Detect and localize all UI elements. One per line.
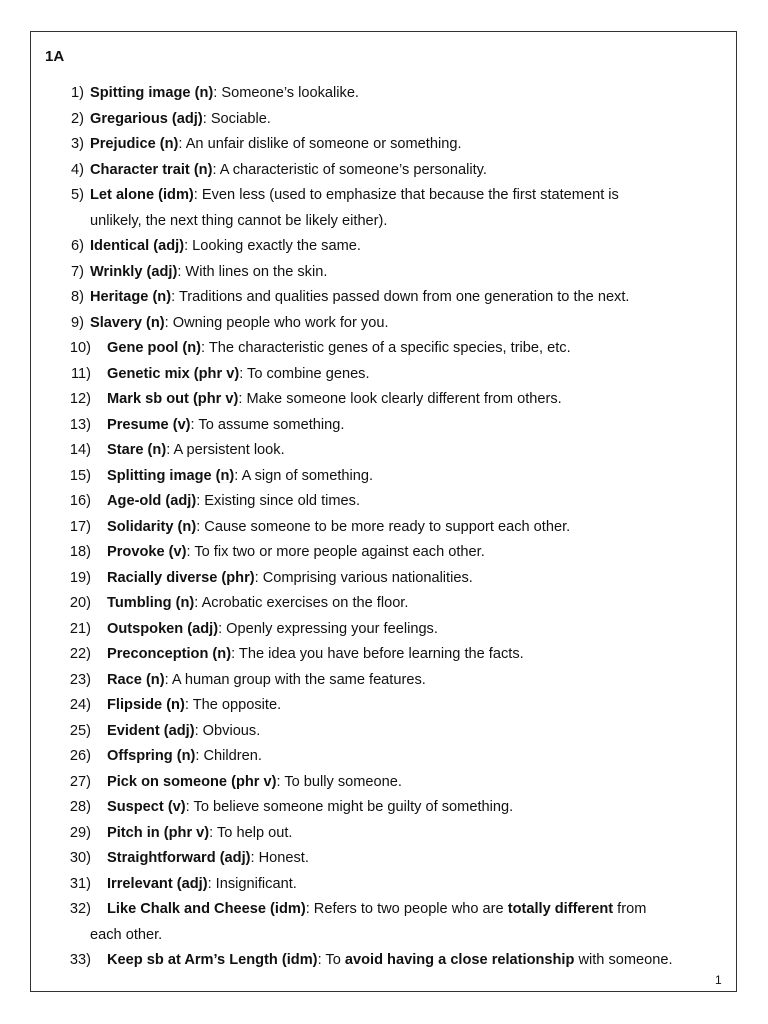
definition: : Owning people who work for you.: [164, 314, 389, 331]
term: Pick on someone (phr v): [107, 773, 277, 790]
item-number: 16): [69, 493, 91, 509]
list-item: [0, 897, 768, 948]
term: Like Chalk and Cheese (idm): [107, 901, 306, 917]
definition: : Looking exactly the same.: [184, 238, 361, 254]
definition-continuation: unlikely, the next thing cannot be likely either).: [90, 212, 388, 229]
term: Evident (adj): [107, 722, 195, 739]
definition: : Cause someone to be more ready to support each other.: [196, 518, 571, 535]
list-item: [0, 795, 768, 821]
term: Splitting image (n): [107, 467, 235, 484]
item-number: 23): [69, 671, 91, 688]
definition: : Someone’s lookalike.: [213, 85, 359, 101]
list-item: [0, 107, 768, 133]
item-number: 14): [69, 442, 91, 458]
list-item: [0, 183, 768, 234]
definition: : With lines on the skin.: [177, 263, 328, 280]
item-number: 28): [69, 799, 91, 815]
list-item: [0, 234, 768, 260]
item-number: 6): [71, 238, 84, 254]
item-number: 4): [71, 161, 84, 178]
list-item: [0, 311, 768, 337]
definition: : Sociable.: [202, 110, 271, 127]
term: Flipside (n): [107, 697, 185, 713]
term: Pitch in (phr v): [107, 824, 210, 841]
definition: : Obvious.: [194, 722, 261, 739]
term: Let alone (idm): [90, 187, 194, 203]
list-item: [0, 744, 768, 770]
definition: : Refers to two people who are: [305, 901, 508, 917]
term: Mark sb out (phr v): [107, 391, 239, 407]
term: Character trait (n): [90, 161, 213, 178]
page-number: 1: [715, 973, 722, 987]
emphasis: avoid having a close relationship: [344, 952, 575, 968]
definition: : The opposite.: [184, 697, 282, 713]
list-item: [0, 770, 768, 796]
item-number: 12): [69, 391, 91, 407]
term: Gene pool (n): [107, 340, 202, 356]
term: Offspring (n): [107, 748, 196, 764]
item-number: 13): [69, 416, 91, 433]
term: Age-old (adj): [107, 493, 197, 509]
definition: : A characteristic of someone’s personality.: [212, 161, 487, 178]
definition: : The idea you have before learning the facts.: [231, 646, 524, 662]
definition: : Existing since old times.: [196, 493, 361, 509]
list-item: [0, 260, 768, 286]
list-item: [0, 642, 768, 668]
item-number: 32): [69, 901, 91, 917]
definition: : Openly expressing your feelings.: [218, 620, 438, 637]
definition: : Make someone look clearly different from others.: [238, 391, 562, 407]
item-number: 8): [71, 289, 84, 305]
item-number: 1): [71, 85, 84, 101]
vocabulary-list: [0, 81, 768, 974]
definition: : Children.: [195, 748, 262, 764]
list-item: [0, 668, 768, 694]
list-item: [0, 158, 768, 184]
term: Wrinkly (adj): [90, 263, 178, 280]
item-number: 22): [69, 646, 91, 662]
definition: : An unfair dislike of someone or something.: [178, 136, 462, 152]
item-number: 27): [69, 773, 91, 790]
definition: : A human group with the same features.: [164, 671, 426, 688]
term: Spitting image (n): [90, 85, 214, 101]
item-number: 10): [69, 340, 91, 356]
term: Suspect (v): [107, 799, 186, 815]
list-item: [0, 591, 768, 617]
item-number: 7): [71, 263, 84, 280]
emphasis: totally different: [507, 901, 614, 917]
section-heading: 1A: [45, 48, 65, 65]
definition: : A sign of something.: [234, 467, 374, 484]
term: Race (n): [107, 671, 165, 688]
item-number: 29): [69, 824, 91, 841]
definition: : To combine genes.: [239, 365, 370, 382]
item-number: 18): [69, 544, 91, 560]
list-item: [0, 132, 768, 158]
list-item: [0, 81, 768, 107]
term: Preconception (n): [107, 646, 232, 662]
item-number: 31): [69, 875, 91, 892]
term: Heritage (n): [90, 289, 172, 305]
item-number: 17): [69, 518, 91, 535]
definition: : A persistent look.: [166, 442, 285, 458]
term: Straightforward (adj): [107, 850, 251, 866]
definition: : To bully someone.: [276, 773, 402, 790]
item-number: 9): [71, 314, 84, 331]
item-number: 25): [69, 722, 91, 739]
item-number: 3): [71, 136, 84, 152]
list-item: [0, 693, 768, 719]
list-item: [0, 464, 768, 490]
item-number: 33): [69, 952, 91, 968]
list-item: [0, 566, 768, 592]
list-item: [0, 846, 768, 872]
item-number: 24): [69, 697, 91, 713]
list-item: [0, 438, 768, 464]
definition: : The characteristic genes of a specific species, tribe, etc.: [201, 340, 571, 356]
term: Tumbling (n): [107, 595, 195, 611]
item-number: 21): [69, 620, 91, 637]
definition: : Honest.: [250, 850, 309, 866]
term: Keep sb at Arm’s Length (idm): [107, 952, 318, 968]
item-number: 30): [69, 850, 91, 866]
list-item: [0, 515, 768, 541]
item-number: 2): [71, 110, 84, 127]
definition: : To: [317, 952, 345, 968]
definition: : Even less (used to emphasize that because the first statement is: [193, 187, 619, 203]
list-item: [0, 948, 768, 974]
term: Gregarious (adj): [90, 110, 203, 127]
item-number: 19): [69, 569, 91, 586]
list-item: [0, 821, 768, 847]
item-number: 5): [71, 187, 84, 203]
definition: : To fix two or more people against each other.: [186, 544, 485, 560]
list-item: [0, 872, 768, 898]
definition-continuation: each other.: [90, 926, 163, 943]
list-item: [0, 387, 768, 413]
definition-end: from: [613, 901, 647, 917]
item-number: 15): [69, 467, 91, 484]
item-number: 11): [70, 365, 91, 382]
term: Irrelevant (adj): [107, 875, 208, 892]
list-item: [0, 413, 768, 439]
list-item: [0, 489, 768, 515]
list-item: [0, 336, 768, 362]
definition: : To believe someone might be guilty of something.: [185, 799, 514, 815]
term: Prejudice (n): [90, 136, 179, 152]
definition-end: with someone.: [574, 952, 673, 968]
term: Racially diverse (phr): [107, 569, 255, 586]
definition: : To assume something.: [190, 416, 345, 433]
term: Genetic mix (phr v): [107, 365, 240, 382]
list-item: [0, 540, 768, 566]
definition: : To help out.: [209, 824, 293, 841]
list-item: [0, 362, 768, 388]
item-number: 20): [69, 595, 91, 611]
definition: : Insignificant.: [207, 875, 297, 892]
list-item: [0, 285, 768, 311]
list-item: [0, 617, 768, 643]
term: Outspoken (adj): [107, 620, 219, 637]
term: Solidarity (n): [107, 518, 197, 535]
term: Provoke (v): [107, 544, 187, 560]
definition: : Comprising various nationalities.: [254, 569, 473, 586]
term: Slavery (n): [90, 314, 165, 331]
term: Identical (adj): [90, 238, 185, 254]
definition: : Acrobatic exercises on the floor.: [194, 595, 409, 611]
term: Presume (v): [107, 416, 191, 433]
list-item: [0, 719, 768, 745]
term: Stare (n): [107, 442, 167, 458]
item-number: 26): [69, 748, 91, 764]
definition: : Traditions and qualities passed down from one generation to the next.: [171, 289, 630, 305]
